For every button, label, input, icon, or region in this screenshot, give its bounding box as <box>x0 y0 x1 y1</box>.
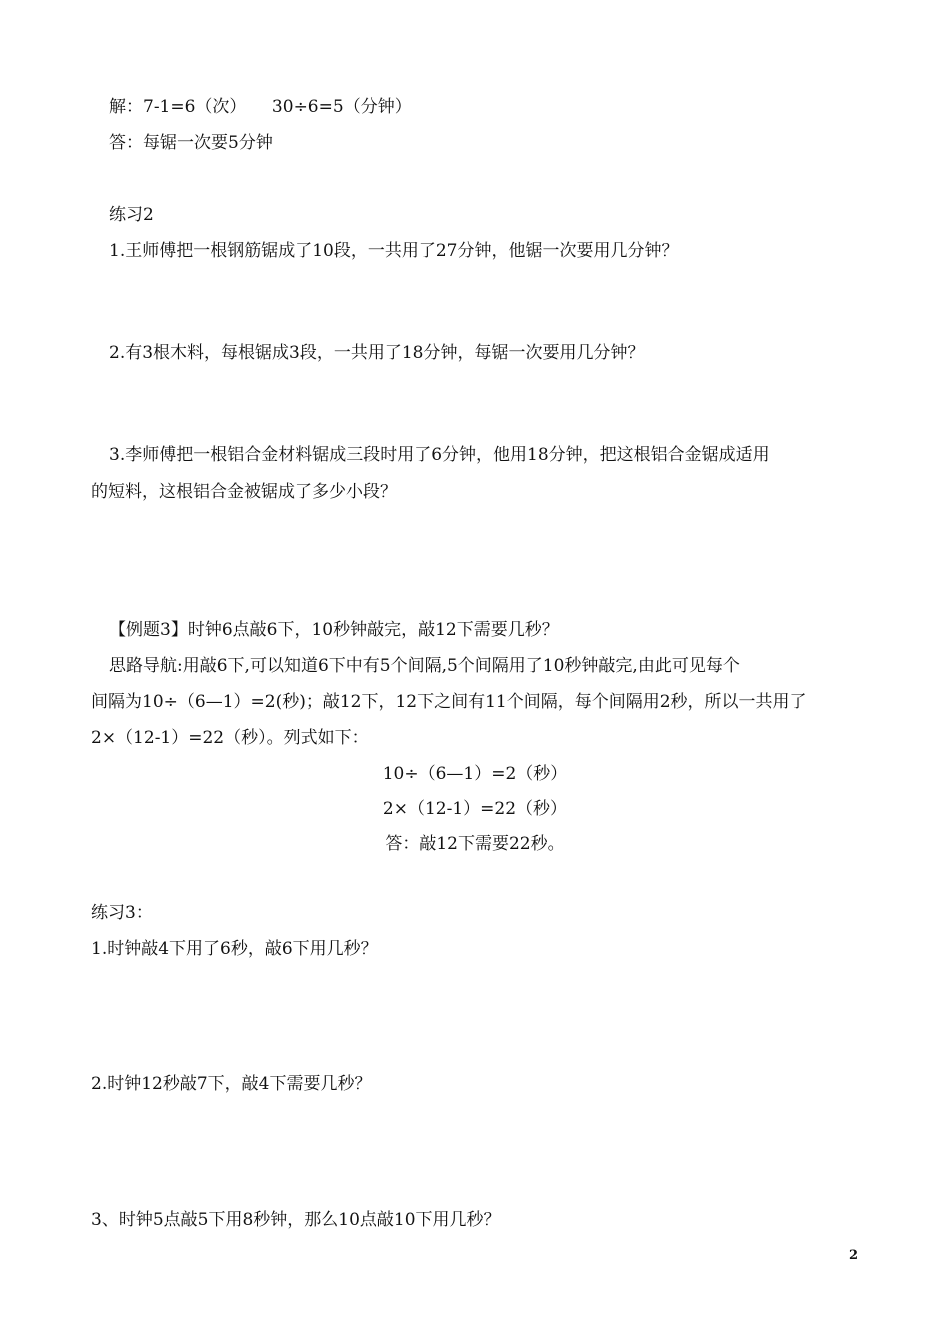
practice2-question-3-line1: 3.李师傅把一根铝合金材料锯成三段时用了6分钟，他用18分钟，把这根铝合金锯成适用 <box>109 445 770 465</box>
practice3-question-3: 3、时钟5点敲5下用8秒钟，那么10点敲10下用几秒？ <box>91 1210 501 1230</box>
example3-hint-line3: 2×（12-1）=22（秒）。列式如下： <box>91 728 369 748</box>
practice3-question-2: 2.时钟12秒敲7下，敲4下需要几秒？ <box>91 1074 372 1094</box>
example2-answer: 答：每锯一次要5分钟 <box>109 133 273 153</box>
example2-solution: 解：7-1=6（次） 30÷6=5（分钟） <box>109 97 412 117</box>
example3-hint-line1: 思路导航:用敲6下,可以知道6下中有5个间隔,5个间隔用了10秒钟敲完,由此可见每个 <box>109 656 740 676</box>
example3-formula-2: 2×（12-1）=22（秒） <box>382 799 568 819</box>
example3-title: 【例题3】时钟6点敲6下，10秒钟敲完，敲12下需要几秒？ <box>109 620 559 640</box>
practice2-question-3-line2: 的短料，这根铝合金被锯成了多少小段？ <box>91 482 397 502</box>
page-number: 2 <box>848 1248 858 1263</box>
practice2-title: 练习2 <box>109 205 154 225</box>
practice2-question-2: 2.有3根木料，每根锯成3段，一共用了18分钟，每锯一次要用几分钟？ <box>109 343 645 363</box>
practice3-title: 练习3： <box>91 903 153 923</box>
example3-formula-1: 10÷（6—1）=2（秒） <box>382 764 568 784</box>
example3-hint-line2: 间隔为10÷（6—1）=2(秒)；敲12下，12下之间有11个间隔，每个间隔用2秒，所以一共用了 <box>91 692 807 712</box>
example3-answer: 答：敲12下需要22秒。 <box>385 834 565 854</box>
practice3-question-1: 1.时钟敲4下用了6秒，敲6下用几秒？ <box>91 939 378 959</box>
practice2-question-1: 1.王师傅把一根钢筋锯成了10段，一共用了27分钟，他锯一次要用几分钟？ <box>109 241 679 261</box>
